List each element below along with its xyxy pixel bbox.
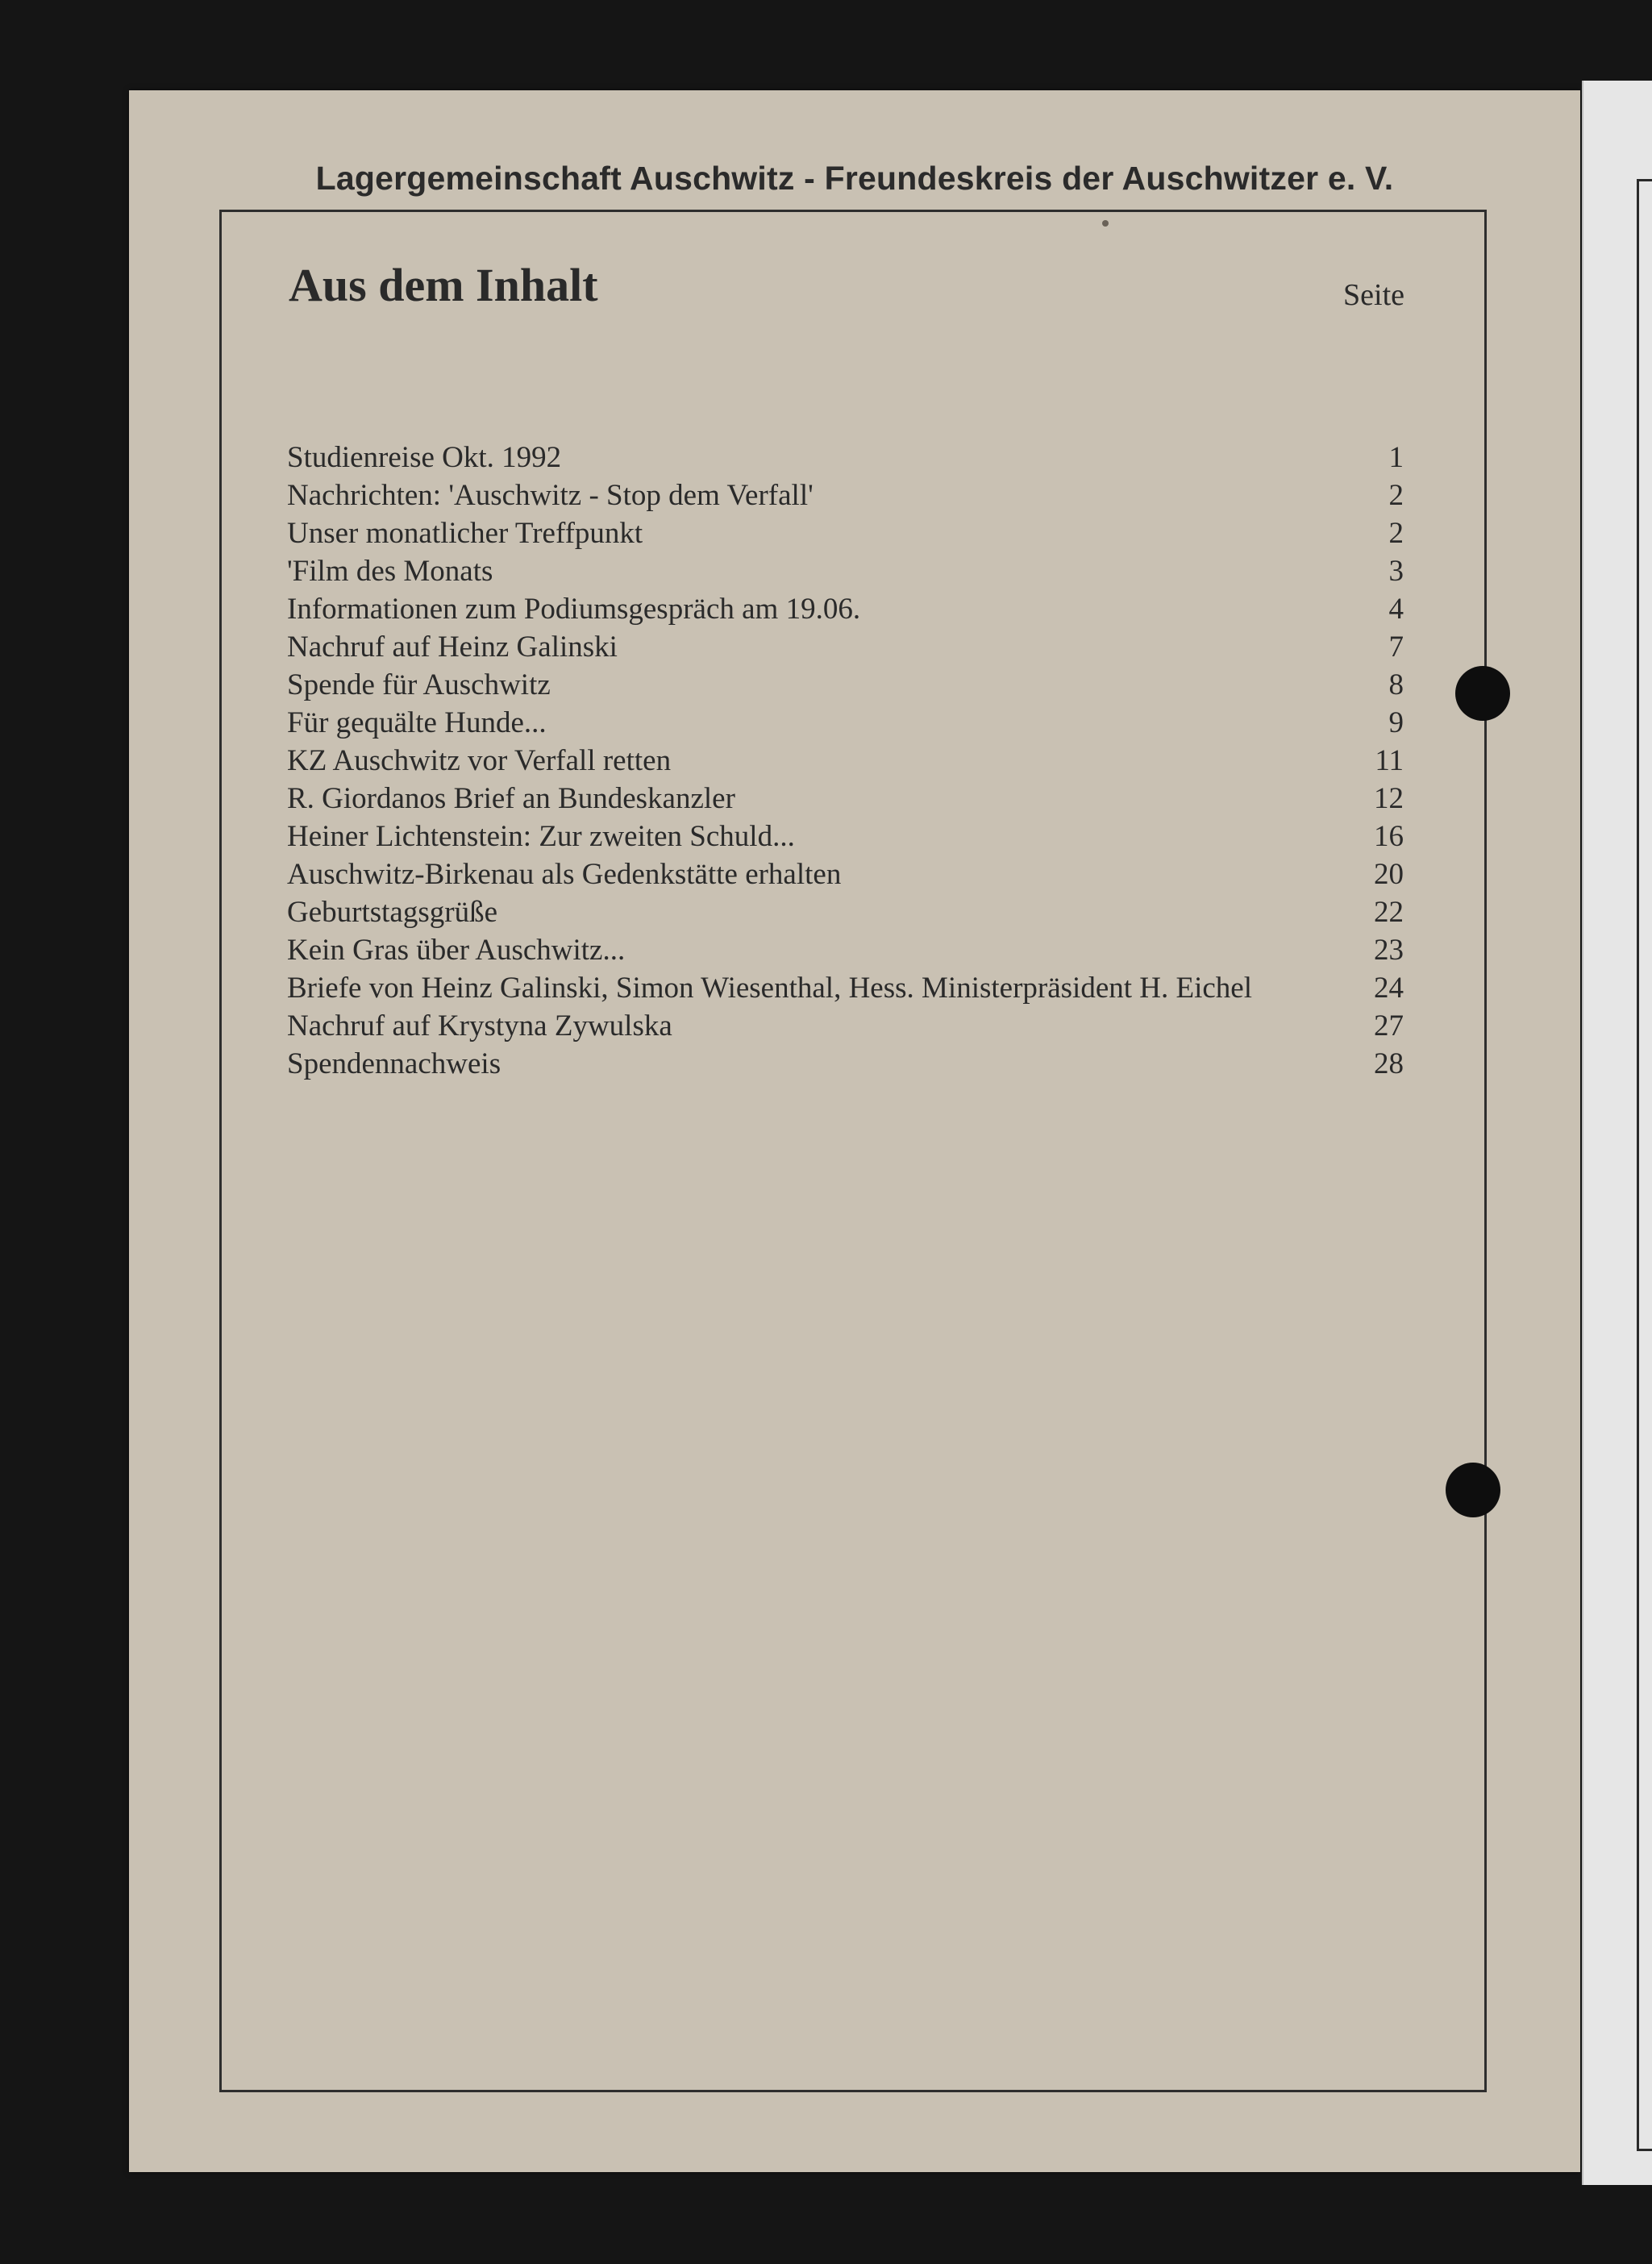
toc-entry-page: 9 <box>1388 706 1404 739</box>
toc-entry-page: 1 <box>1388 441 1404 474</box>
toc-entry-title: Auschwitz-Birkenau als Gedenkstätte erhalten <box>287 858 842 891</box>
toc-entry-title: Spendennachweis <box>287 1047 501 1080</box>
toc-entry <box>287 554 1404 592</box>
toc-entry <box>287 478 1404 516</box>
toc-entry-title: KZ Auschwitz vor Verfall retten <box>287 744 672 777</box>
toc-entry-page: 2 <box>1388 479 1404 512</box>
toc-entry <box>287 592 1404 630</box>
toc-entry-title: Nachruf auf Krystyna Zywulska <box>287 1009 672 1043</box>
page-title: Aus dem Inhalt <box>289 259 598 311</box>
table-of-contents <box>287 440 1404 1084</box>
punch-hole <box>1455 666 1510 721</box>
toc-entry-title: Briefe von Heinz Galinski, Simon Wiesenthal, Hess. Ministerpräsident H. Eichel <box>287 972 1253 1005</box>
ink-speck <box>1102 220 1109 227</box>
toc-entry-title: Unser monatlicher Treffpunkt <box>287 517 643 550</box>
toc-entry-title: Spende für Auschwitz <box>287 668 551 701</box>
organization-header: Lagergemeinschaft Auschwitz - Freundeskreis der Auschwitzer e. V. <box>315 160 1394 197</box>
toc-entry <box>287 743 1404 781</box>
toc-entry <box>287 819 1404 857</box>
toc-entry <box>287 895 1404 933</box>
toc-entry-page: 24 <box>1374 972 1404 1005</box>
toc-entry <box>287 971 1404 1009</box>
toc-entry <box>287 857 1404 895</box>
punch-hole <box>1446 1463 1500 1517</box>
toc-entry <box>287 933 1404 971</box>
toc-entry-title: Nachrichten: 'Auschwitz - Stop dem Verfall' <box>287 479 814 512</box>
page-column-label: Seite <box>1343 278 1404 312</box>
toc-entry <box>287 630 1404 668</box>
toc-entry-page: 22 <box>1374 896 1404 929</box>
toc-entry-page: 4 <box>1388 593 1404 626</box>
toc-entry <box>287 1047 1404 1084</box>
toc-entry <box>287 705 1404 743</box>
toc-entry <box>287 440 1404 478</box>
toc-entry-title: Geburtstagsgrüße <box>287 896 497 929</box>
toc-entry-page: 12 <box>1374 782 1404 815</box>
toc-entry-page: 11 <box>1375 744 1404 777</box>
toc-entry <box>287 668 1404 705</box>
toc-entry-page: 28 <box>1374 1047 1404 1080</box>
toc-entry-page: 27 <box>1374 1009 1404 1043</box>
adjacent-page-frame <box>1637 179 1652 2151</box>
toc-entry-page: 23 <box>1374 934 1404 967</box>
toc-entry-title: Heiner Lichtenstein: Zur zweiten Schuld... <box>287 820 795 853</box>
toc-entry-page: 8 <box>1388 668 1404 701</box>
toc-entry-page: 7 <box>1388 631 1404 664</box>
toc-entry-page: 16 <box>1374 820 1404 853</box>
toc-entry-title: 'Film des Monats <box>287 555 493 588</box>
toc-entry-title: Kein Gras über Auschwitz... <box>287 934 626 967</box>
toc-entry-title: Für gequälte Hunde... <box>287 706 547 739</box>
toc-entry-title: R. Giordanos Brief an Bundeskanzler <box>287 782 735 815</box>
toc-entry-page: 3 <box>1388 555 1404 588</box>
toc-entry-title: Studienreise Okt. 1992 <box>287 441 562 474</box>
toc-entry-title: Informationen zum Podiumsgespräch am 19.06. <box>287 593 861 626</box>
toc-entry <box>287 516 1404 554</box>
toc-entry <box>287 781 1404 819</box>
toc-entry <box>287 1009 1404 1047</box>
toc-entry-page: 20 <box>1374 858 1404 891</box>
toc-entry-page: 2 <box>1388 517 1404 550</box>
toc-entry-title: Nachruf auf Heinz Galinski <box>287 631 618 664</box>
